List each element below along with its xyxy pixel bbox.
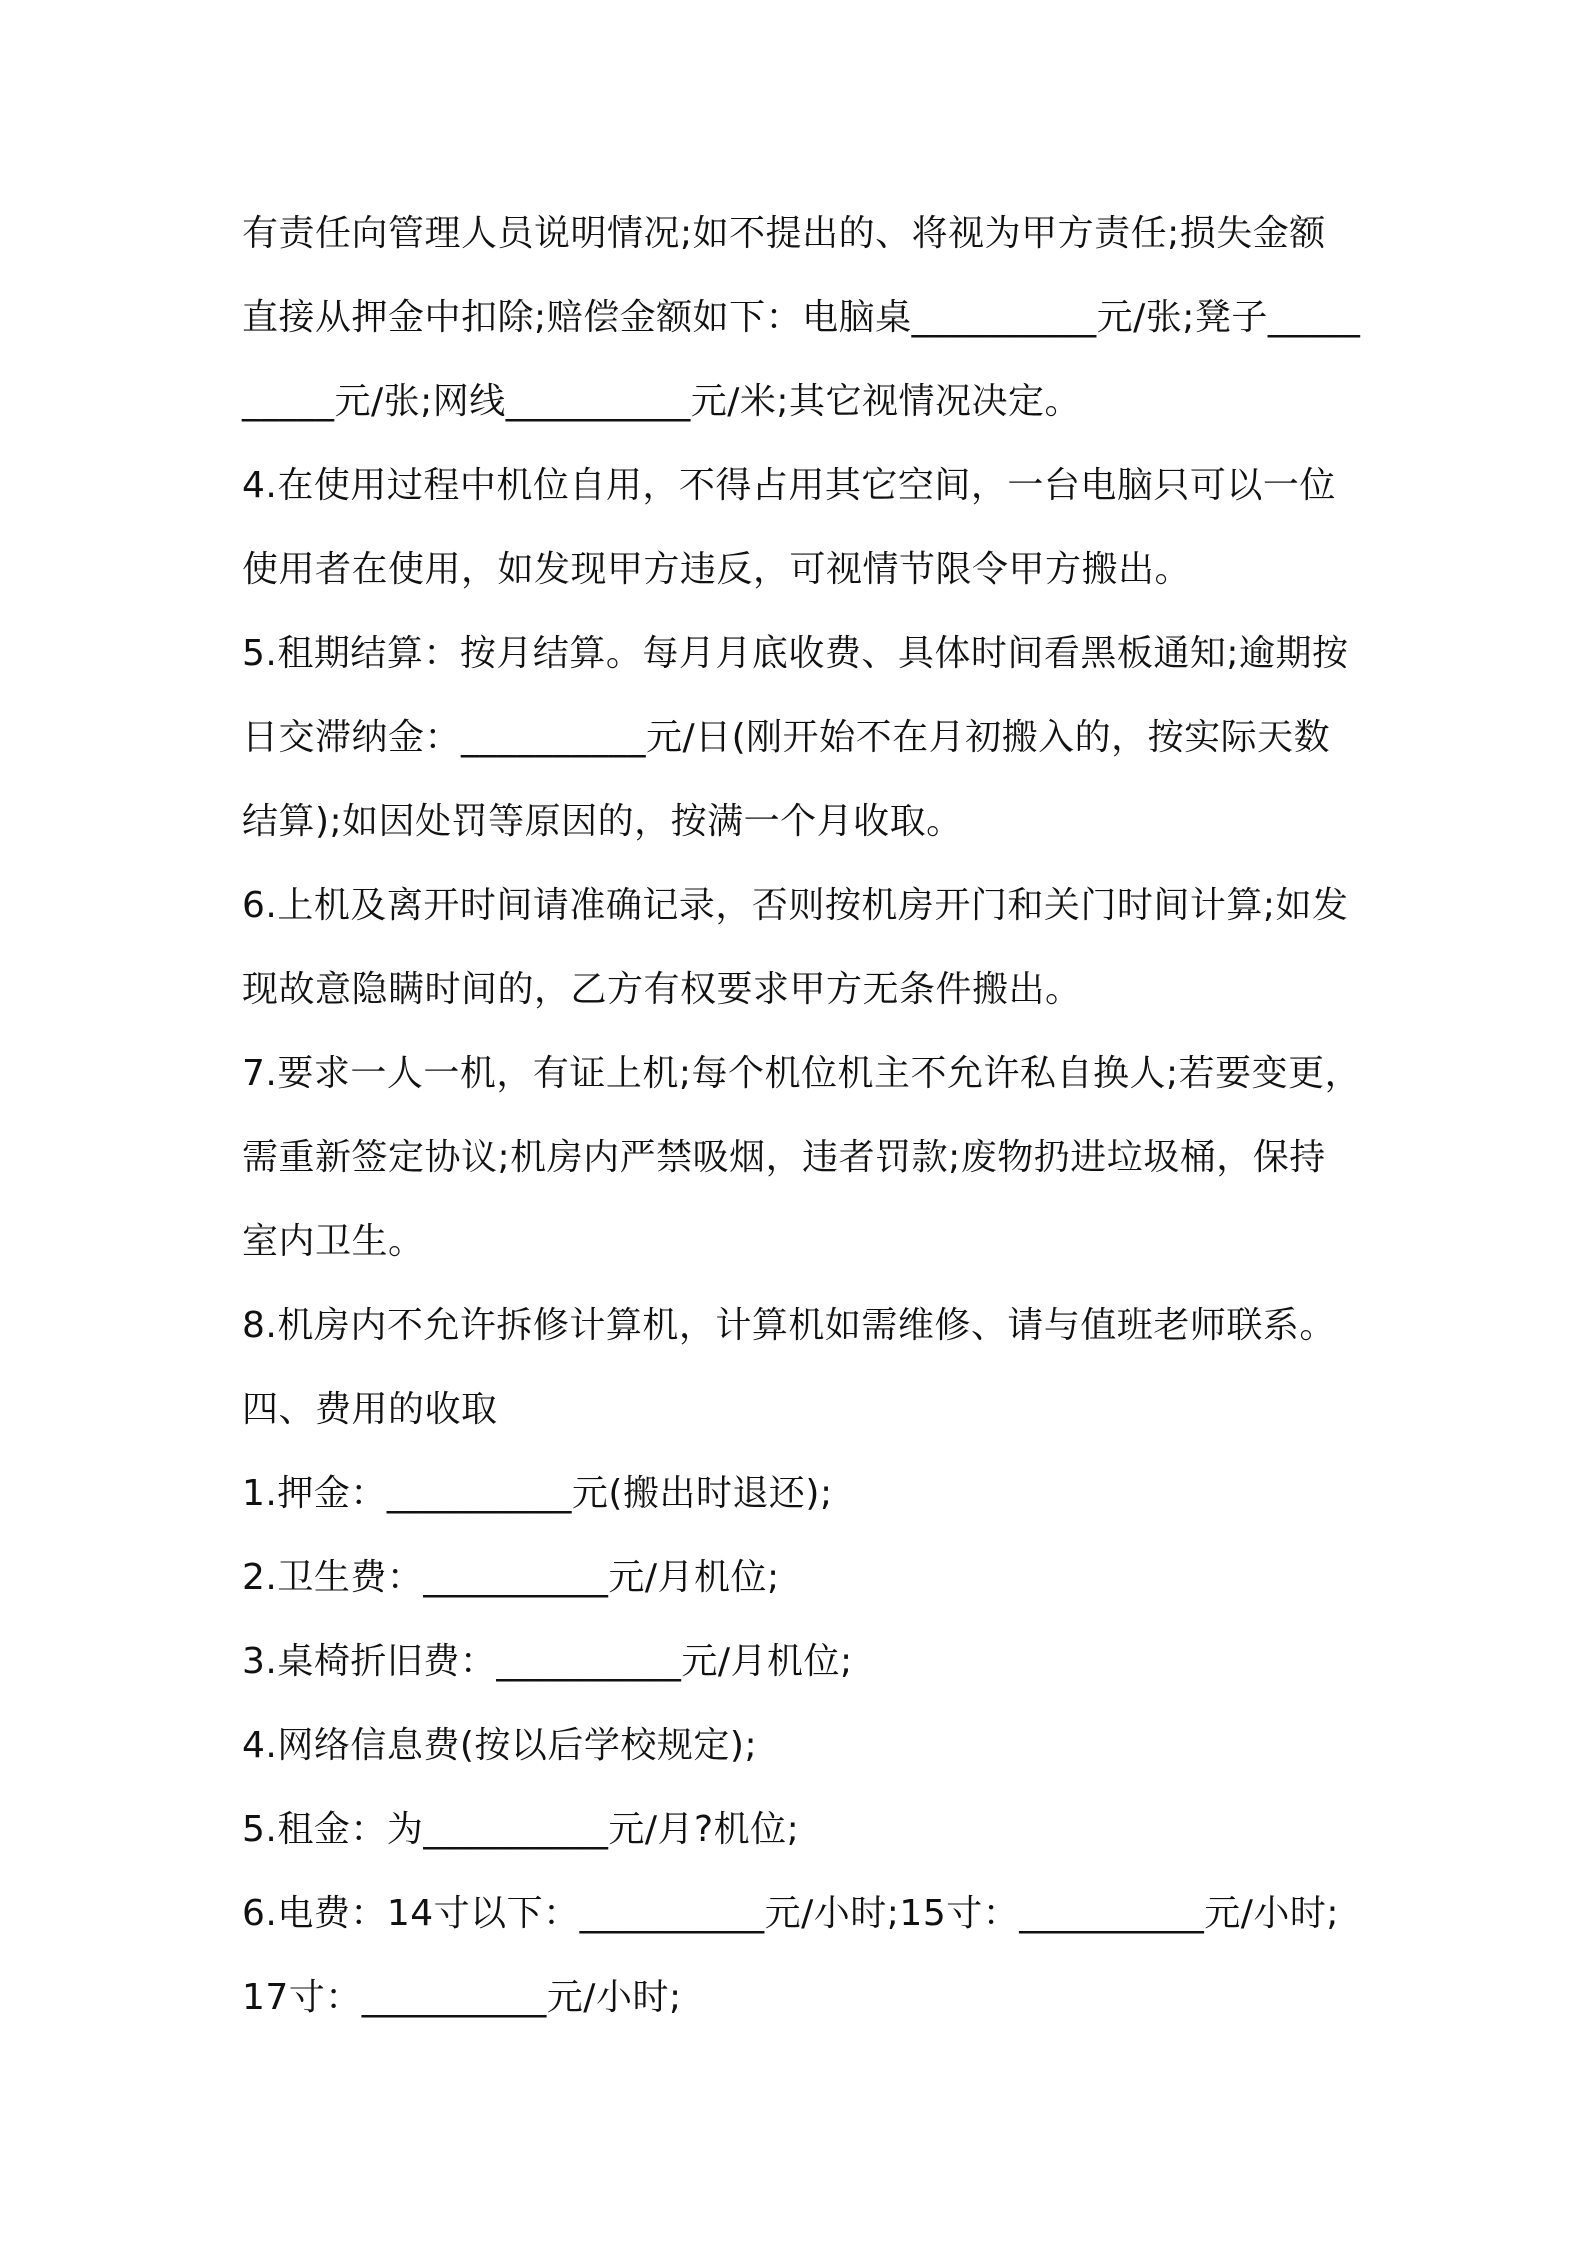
fee-item-network: 4.网络信息费(按以后学校规定); bbox=[242, 1725, 758, 1766]
fee-item-depreciation: 3.桌椅折旧费：__________元/月机位; bbox=[242, 1641, 853, 1682]
fee-item-deposit: 1.押金：__________元(搬出时退还); bbox=[242, 1473, 833, 1514]
paragraph-rule-7: 7.要求一人一机，有证上机;每个机位机主不允许私自换人;若要变更，需重新签定协议;机房内严禁吸烟，违者罚款;废物扔进垃圾桶，保持室内卫生。 bbox=[242, 1053, 1362, 1262]
fee-item-electricity: 6.电费：14寸以下：__________元/小时;15寸：__________元/小时;17寸：__________元/小时; bbox=[242, 1893, 1339, 2018]
document-body bbox=[242, 192, 1362, 2040]
paragraph-damage-compensation: 有责任向管理人员说明情况;如不提出的、将视为甲方责任;损失金额直接从押金中扣除;赔偿金额如下：电脑桌__________元/张;凳子__________元/张;网线__________元/米;其它视情况决定。 bbox=[242, 213, 1361, 422]
fee-item-rent: 5.租金：为__________元/月?机位; bbox=[242, 1809, 800, 1850]
fee-item-sanitation: 2.卫生费：__________元/月机位; bbox=[242, 1557, 780, 1598]
paragraph-rule-6: 6.上机及离开时间请准确记录，否则按机房开门和关门时间计算;如发现故意隐瞒时间的，乙方有权要求甲方无条件搬出。 bbox=[242, 885, 1349, 1010]
section-heading-fees: 四、费用的收取 bbox=[242, 1389, 498, 1430]
paragraph-rule-5: 5.租期结算：按月结算。每月月底收费、具体时间看黑板通知;逾期按日交滞纳金：__________元/日(刚开始不在月初搬入的，按实际天数结算);如因处罚等原因的，按满一个月收取。 bbox=[242, 633, 1349, 842]
paragraph-rule-4: 4.在使用过程中机位自用，不得占用其它空间，一台电脑只可以一位使用者在使用，如发现甲方违反，可视情节限令甲方搬出。 bbox=[242, 465, 1336, 590]
paragraph-rule-8: 8.机房内不允许拆修计算机，计算机如需维修、请与值班老师联系。 bbox=[242, 1305, 1336, 1346]
